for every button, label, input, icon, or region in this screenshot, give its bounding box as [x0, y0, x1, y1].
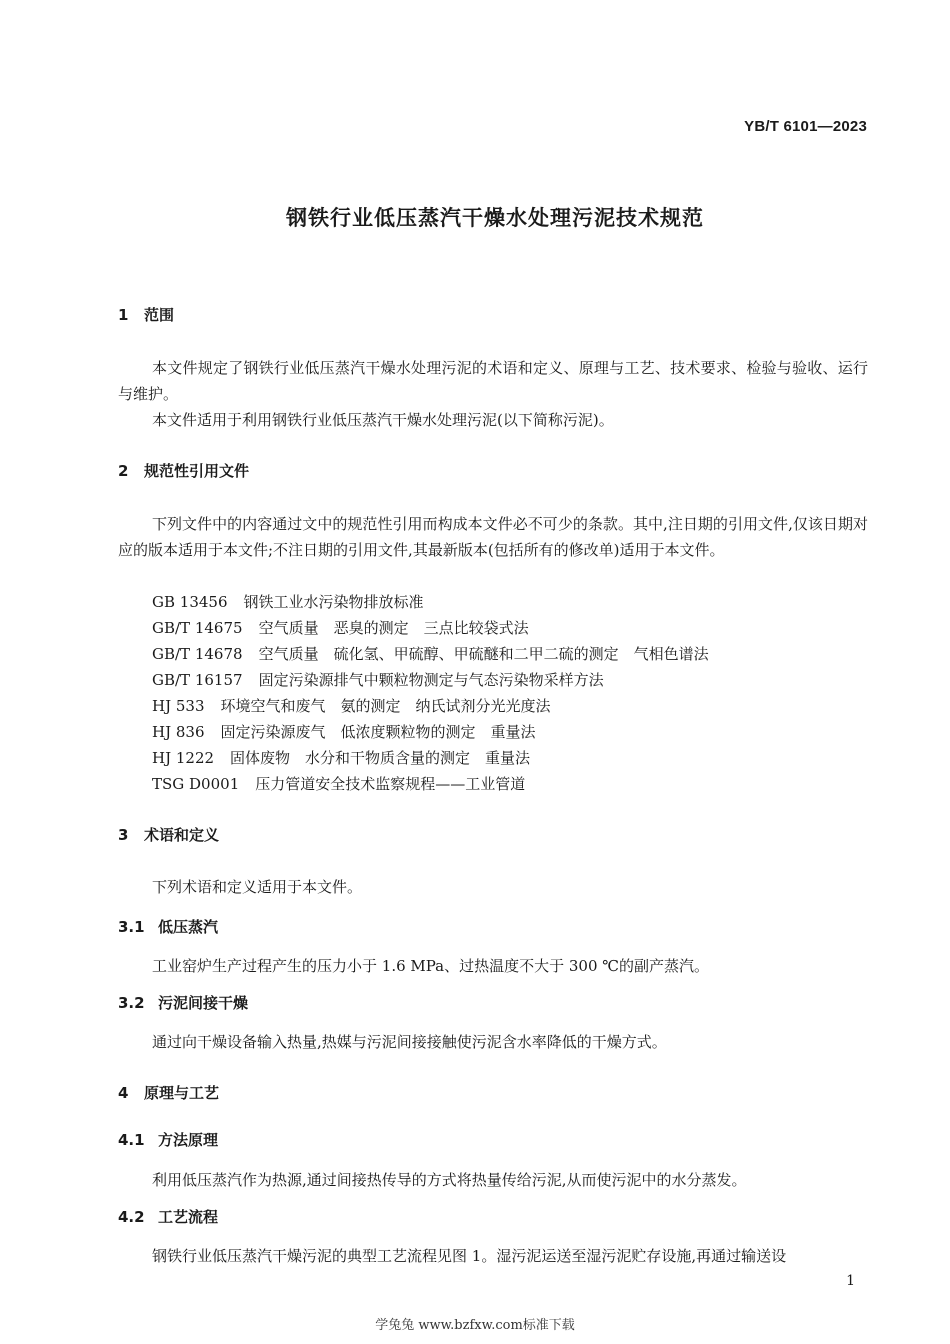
- reference-item: [152, 589, 709, 615]
- term-title: 污泥间接干燥: [158, 994, 249, 1012]
- section-2-heading: [118, 460, 249, 481]
- reference-item: [152, 771, 709, 797]
- reference-title: 空气质量 恶臭的测定 三点比较袋式法: [258, 619, 529, 637]
- reference-title: 固定污染源排气中颗粒物测定与气态污染物采样方法: [258, 671, 604, 689]
- reference-title: 环境空气和废气 氨的测定 纳氏试剂分光光度法: [220, 697, 551, 715]
- section-2-intro: 下列文件中的内容通过文中的规范性引用而构成本文件必不可少的条款。其中,注日期的引用文件,仅该日期对应的版本适用于本文件;不注日期的引用文件,其最新版本(包括所有的修改单)适用于本文件。: [118, 515, 868, 559]
- reference-code: HJ 836: [152, 723, 205, 741]
- subsection-4-1-heading: [118, 1129, 218, 1150]
- section-number: 2: [118, 462, 129, 480]
- reference-code: GB/T 14675: [152, 619, 243, 637]
- reference-code: HJ 1222: [152, 749, 215, 767]
- subsection-title: 工艺流程: [158, 1208, 219, 1226]
- normative-references-list: [152, 589, 709, 797]
- reference-code: TSG D0001: [152, 775, 240, 793]
- term-3-1-definition: 工业窑炉生产过程产生的压力小于 1.6 MPa、过热温度不大于 300 ℃的副产蒸汽。: [152, 957, 710, 975]
- reference-title: 空气质量 硫化氢、甲硫醇、甲硫醚和二甲二硫的测定 气相色谱法: [258, 645, 709, 663]
- term-number: 3.1: [118, 918, 145, 936]
- section-number: 4: [118, 1084, 129, 1102]
- section-title: 范围: [144, 306, 175, 324]
- reference-item: [152, 615, 709, 641]
- reference-title: 固体废物 水分和干物质含量的测定 重量法: [230, 749, 531, 767]
- section-number: 1: [118, 306, 129, 324]
- reference-title: 固定污染源废气 低浓度颗粒物的测定 重量法: [220, 723, 536, 741]
- term-title: 低压蒸汽: [158, 918, 219, 936]
- term-3-2-heading: [118, 992, 248, 1013]
- section-number: 3: [118, 826, 129, 844]
- section-title: 规范性引用文件: [144, 462, 250, 480]
- section-title: 原理与工艺: [144, 1084, 220, 1102]
- subsection-4-2-text: 钢铁行业低压蒸汽干燥污泥的典型工艺流程见图 1。湿污泥运送至湿污泥贮存设施,再通过输送设: [152, 1247, 787, 1265]
- section-3-intro: 下列术语和定义适用于本文件。: [152, 878, 363, 896]
- reference-item: [152, 667, 709, 693]
- page-number: 1: [846, 1273, 855, 1289]
- footer-watermark: 学兔兔 www.bzfxw.com标准下载: [375, 1318, 575, 1333]
- reference-item: [152, 693, 709, 719]
- reference-code: GB/T 14678: [152, 645, 243, 663]
- reference-title: 压力管道安全技术监察规程——工业管道: [255, 775, 526, 793]
- section-1-heading: [118, 304, 174, 325]
- subsection-title: 方法原理: [158, 1131, 219, 1149]
- reference-item: [152, 745, 709, 771]
- reference-code: GB/T 16157: [152, 671, 243, 689]
- subsection-number: 4.1: [118, 1131, 145, 1149]
- section-4-heading: [118, 1082, 219, 1103]
- reference-title: 钢铁工业水污染物排放标准: [243, 593, 424, 611]
- reference-code: HJ 533: [152, 697, 205, 715]
- standard-code: YB/T 6101—2023: [744, 118, 867, 135]
- term-3-2-definition: 通过向干燥设备输入热量,热媒与污泥间接接触使污泥含水率降低的干燥方式。: [152, 1033, 667, 1051]
- subsection-number: 4.2: [118, 1208, 145, 1226]
- term-3-1-heading: [118, 916, 218, 937]
- subsection-4-1-text: 利用低压蒸汽作为热源,通过间接热传导的方式将热量传给污泥,从而使污泥中的水分蒸发。: [152, 1171, 747, 1189]
- section-1-paragraph-2: 本文件适用于利用钢铁行业低压蒸汽干燥水处理污泥(以下简称污泥)。: [152, 411, 614, 429]
- reference-item: [152, 719, 709, 745]
- section-1-paragraph-1: 本文件规定了钢铁行业低压蒸汽干燥水处理污泥的术语和定义、原理与工艺、技术要求、检验与验收、运行与维护。: [118, 359, 868, 403]
- term-number: 3.2: [118, 994, 145, 1012]
- document-title: 钢铁行业低压蒸汽干燥水处理污泥技术规范: [286, 206, 704, 230]
- subsection-4-2-heading: [118, 1206, 218, 1227]
- reference-item: [152, 641, 709, 667]
- reference-code: GB 13456: [152, 593, 228, 611]
- section-3-heading: [118, 824, 219, 845]
- section-title: 术语和定义: [144, 826, 220, 844]
